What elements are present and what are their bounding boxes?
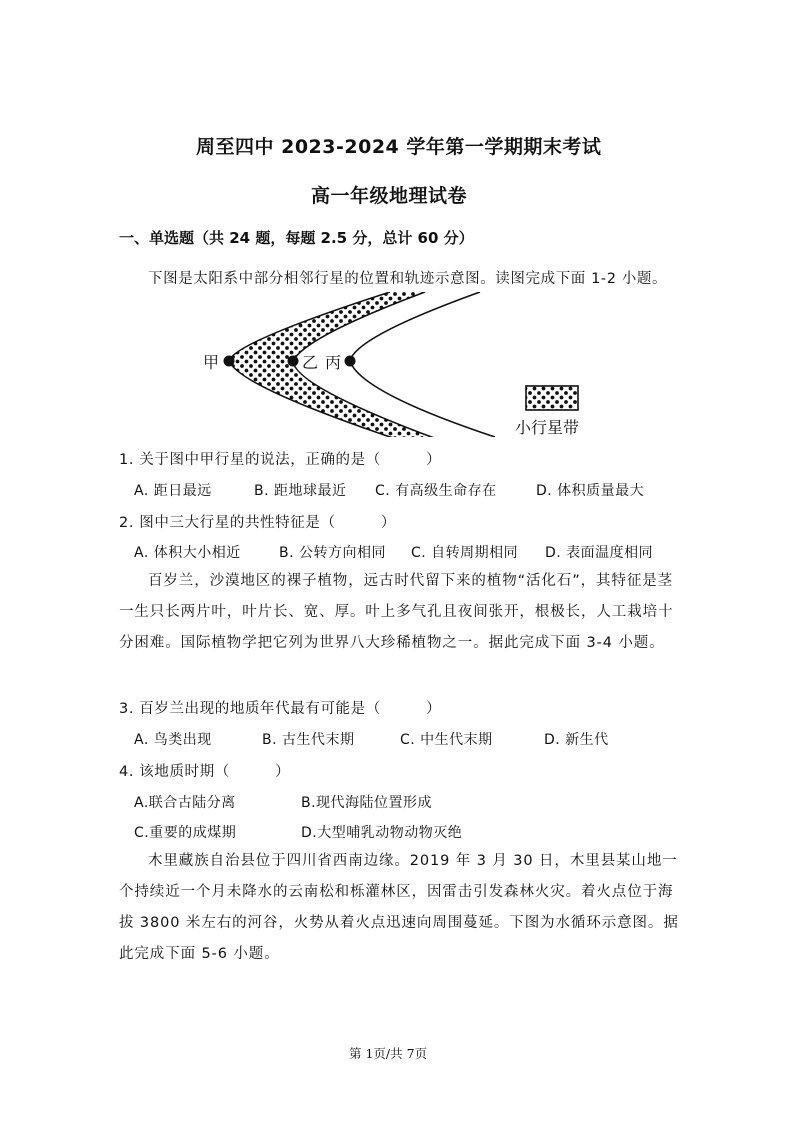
exam-subtitle: 高一年级地理试卷 <box>311 185 468 207</box>
legend-label: 小行星带 <box>515 418 580 437</box>
q1-option-a: A. 距日最远 <box>134 483 212 499</box>
q1-option-b: B. 距地球最近 <box>254 483 347 499</box>
section-heading: 一、单选题（共 24 题，每题 2.5 分，总计 60 分） <box>119 229 474 247</box>
planet-a-dot <box>224 356 235 367</box>
q3-option-c: C. 中生代末期 <box>400 732 493 748</box>
exam-title: 周至四中 2023-2024 学年第一学期期末考试 <box>196 136 602 158</box>
q4-stem: 4. 该地质时期（ ） <box>119 764 291 780</box>
q4-option-b: B.现代海陆位置形成 <box>301 795 433 811</box>
q3-option-d: D. 新生代 <box>544 732 609 748</box>
q2-option-c: C. 自转周期相同 <box>411 545 519 561</box>
q4-option-d: D.大型哺乳动物动物灭绝 <box>301 825 463 841</box>
planet-c-label: 丙 <box>325 353 342 372</box>
q4-option-c: C.重要的成煤期 <box>134 825 237 841</box>
q3-option-a: A. 鸟类出现 <box>134 732 212 748</box>
planet-b-label: 乙 <box>302 353 319 372</box>
q2-option-d: D. 表面温度相同 <box>545 545 654 561</box>
passage-muli-fire: 木里藏族自治县位于四川省西南边缘。2019 年 3 月 30 日，木里县某山地一个持续近一个月未降水的云南松和栎灌林区，因雷击引发森林火灾。着火点位于海拔 3800 米左右的河谷，火势从着火点迅速向周围蔓延。下图为水循环示意图。据此完成下面 5-6 小题。 <box>119 853 679 962</box>
q4-option-a: A.联合古陆分离 <box>134 795 236 811</box>
page-footer: 第 1页/共 7页 <box>349 1046 428 1061</box>
planet-orbit-diagram <box>195 292 615 442</box>
passage-welwitschia: 百岁兰，沙漠地区的裸子植物，远古时代留下来的植物“活化石”，其特征是茎一生只长两片叶，叶片长、宽、厚。叶上多气孔且夜间张开，根极长，人工栽培十分困难。国际植物学把它列为世界八大珍稀植物之一。据此完成下面 3-4 小题。 <box>119 573 674 651</box>
q1-option-c: C. 有高级生命存在 <box>375 483 497 499</box>
q3-stem: 3. 百岁兰出现的地质年代最有可能是（ ） <box>119 701 442 717</box>
intro-text-q1-2: 下图是太阳系中部分相邻行星的位置和轨迹示意图。读图完成下面 1-2 小题。 <box>148 271 668 287</box>
q1-stem: 1. 关于图中甲行星的说法，正确的是（ ） <box>119 452 442 468</box>
q3-option-b: B. 古生代末期 <box>262 732 355 748</box>
planet-a-label: 甲 <box>203 353 220 372</box>
q2-stem: 2. 图中三大行星的共性特征是（ ） <box>119 515 396 531</box>
legend-swatch <box>526 386 578 410</box>
planet-c-dot <box>345 356 356 367</box>
planet-b-dot <box>288 356 299 367</box>
q1-option-d: D. 体积质量最大 <box>536 483 645 499</box>
q2-option-b: B. 公转方向相同 <box>279 545 387 561</box>
q2-option-a: A. 体积大小相近 <box>134 545 241 561</box>
